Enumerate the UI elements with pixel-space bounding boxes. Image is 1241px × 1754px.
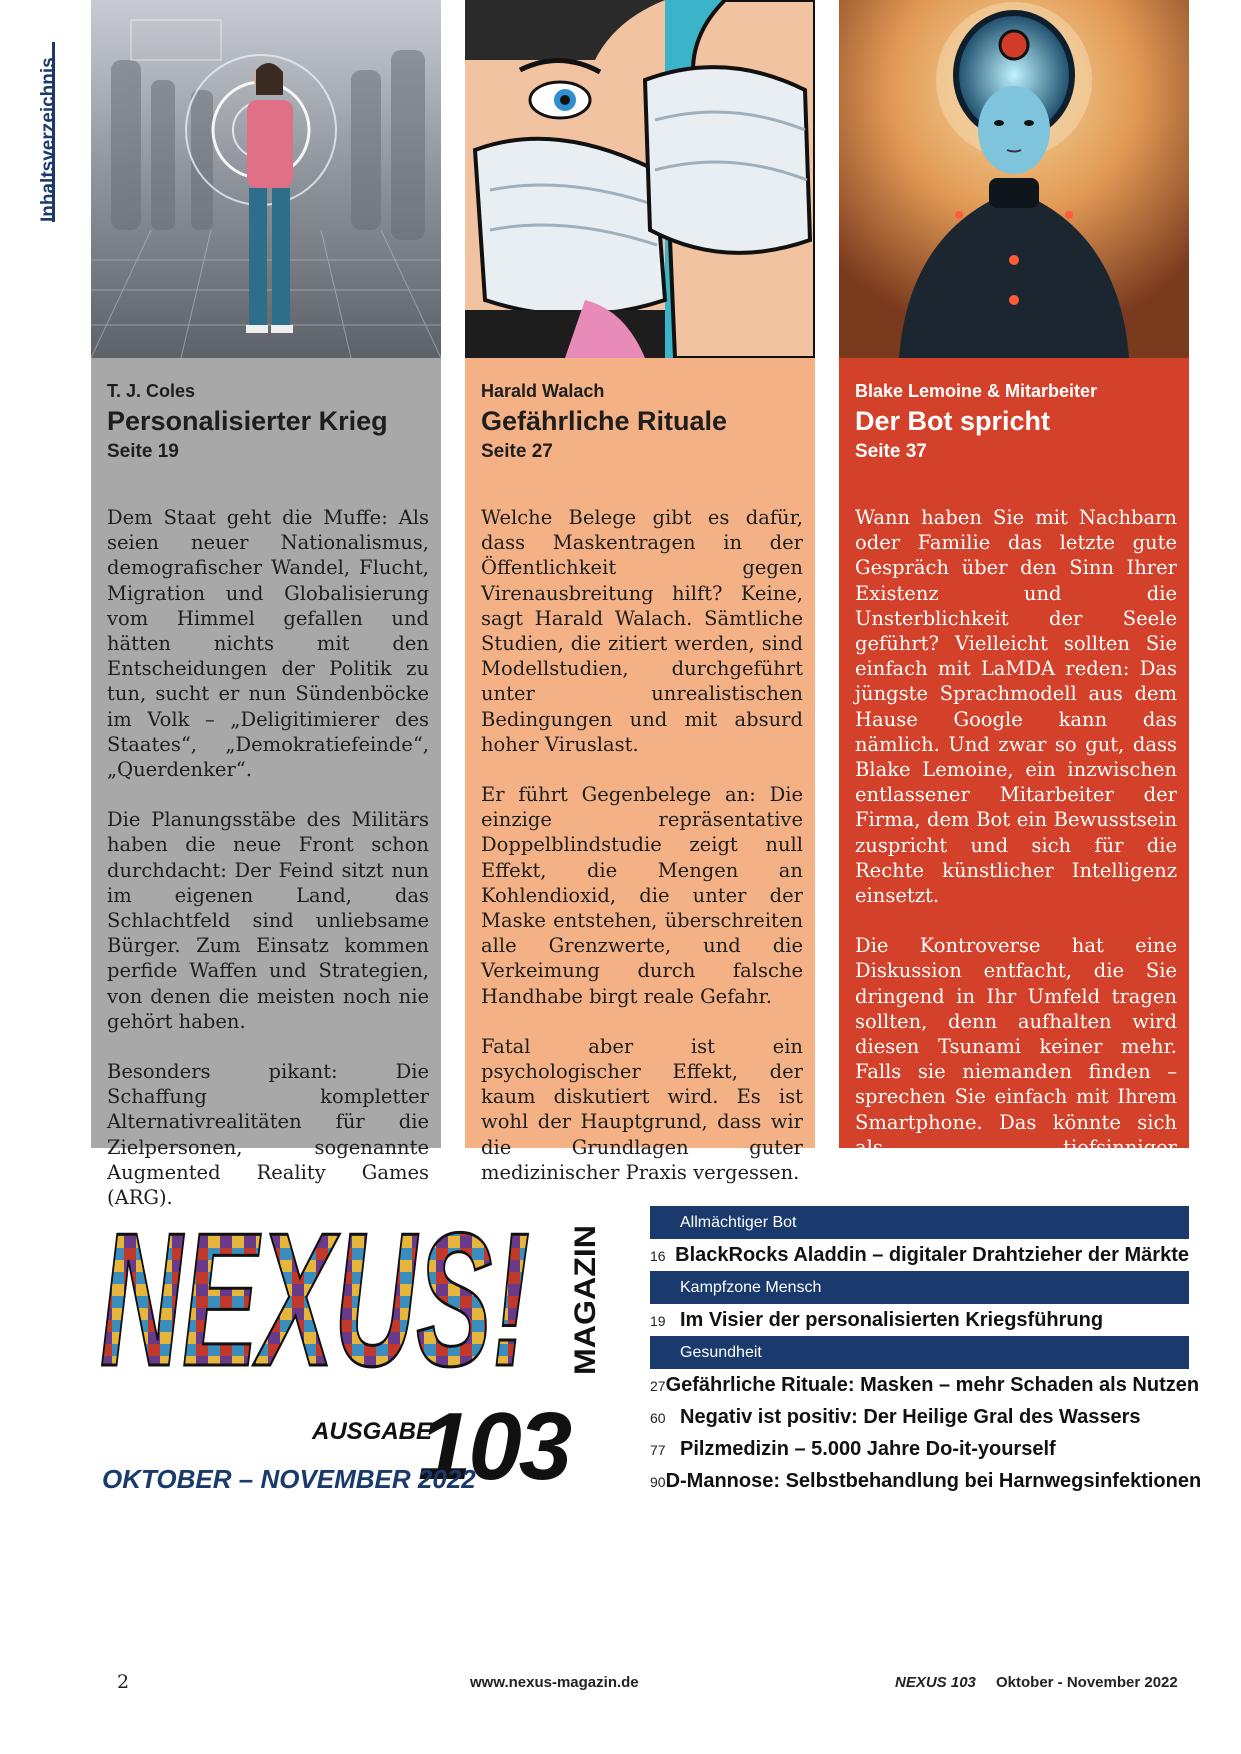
footer-date: Oktober - November 2022	[996, 1674, 1178, 1691]
toc-entry[interactable]	[650, 1239, 1189, 1271]
article-teaser-coles[interactable]	[91, 0, 441, 1210]
footer-url[interactable]: www.nexus-magazin.de	[470, 1674, 639, 1691]
toc-section-header: Kampfzone Mensch	[650, 1271, 1189, 1304]
article-image-woman-surveillance	[91, 0, 441, 358]
summary-paragraph: Fatal aber ist ein psychologischer Effekt, der kaum diskutiert wird. Es ist wohl der Hauptgrund, dass wir die Grundlagen guter medizinischer Praxis vergessen.	[481, 1034, 803, 1184]
toc-page-number: 60	[650, 1410, 666, 1426]
side-section-label	[22, 42, 59, 222]
side-label-text: Inhaltsverzeichnis	[38, 57, 59, 222]
summary-paragraph: Die Kontroverse hat eine Diskussion entfacht, die Sie dringend in Ihr Umfeld tragen sollten, denn aufhalten wird diesen Tsunami keiner mehr. Falls sie niemanden finden – sprechen Sie einfach mit Ihrem Smartphone. Das könnte sich als tiefsinniger Gesprächspartner entpuppen.	[855, 934, 1177, 1185]
logo-sub: MAGAZIN	[569, 1235, 602, 1375]
article-title[interactable]: Gefährliche Rituale	[481, 406, 728, 436]
issue-number: 103	[418, 1393, 570, 1500]
toc-page-number: 77	[650, 1442, 666, 1458]
toc-section-header: Allmächtiger Bot	[650, 1206, 1189, 1239]
summary-paragraph: Welche Belege gibt es dafür, dass Maskentragen in der Öffentlichkeit gegen Virenausbreitung hilft? Keine, sagt Harald Walach. Sämtliche Studien, die zitiert werden, sind Modellstudien, durchgeführt unter unrealistischen Bedingungen und mit absurd hoher Viruslast.	[481, 506, 803, 756]
article-summary	[107, 505, 429, 1235]
footer-magazine: NEXUS 103	[895, 1674, 976, 1691]
toc-entry[interactable]	[650, 1304, 1189, 1336]
toc-entry-title[interactable]: D-Mannose: Selbstbehandlung bei Harnwegsinfektionen	[665, 1470, 1202, 1492]
toc-entry-title[interactable]: Im Visier der personalisierten Kriegsführung	[680, 1309, 1104, 1331]
toc-entry[interactable]	[650, 1433, 1189, 1465]
article-author: T. J. Coles	[107, 381, 196, 401]
table-of-contents	[650, 1206, 1202, 1497]
article-teaser-walach[interactable]	[465, 0, 815, 1184]
article-title[interactable]: Der Bot spricht	[855, 406, 1051, 436]
toc-section-header: Gesundheit	[650, 1336, 1189, 1369]
toc-entry-title[interactable]: Pilzmedizin – 5.000 Jahre Do-it-yourself	[680, 1438, 1056, 1460]
summary-paragraph: Dem Staat geht die Muffe: Als seien neuer Nationalismus, demografischer Wandel, Flucht, Migration und Globalisierung vom Himmel gefallen und hätten nichts mit den Entscheidungen der Politik zu tun, sucht er nun Sündenböcke im Volk – „Deligitimierer des Staates“, „Demokratiefeinde“, „Querdenker“.	[107, 506, 429, 782]
toc-entry[interactable]	[650, 1401, 1189, 1433]
toc-page-number: 90	[650, 1474, 666, 1490]
article-title[interactable]: Personalisierter Krieg	[107, 406, 388, 436]
issue-label: AUSGABE	[312, 1418, 433, 1445]
article-image-robot-figure	[839, 0, 1189, 358]
article-author: Blake Lemoine & Mitarbeiter	[855, 381, 1098, 401]
toc-entry-title[interactable]: Gefährliche Rituale: Masken – mehr Schaden als Nutzen	[665, 1374, 1200, 1396]
article-image-masked-faces	[465, 0, 815, 358]
article-author: Harald Walach	[481, 381, 605, 401]
summary-paragraph: Er führt Gegenbelege an: Die einzige repräsentative Doppelblindstudie zeigt null Effekt, die Mengen an Kohlendioxid, die unter der Maske entstehen, überschreiten alle Grenzwerte, und die Verkeimung durch falsche Handhabe birgt reale Gefahr.	[481, 783, 803, 1008]
article-page-ref: Seite 37	[855, 441, 927, 462]
toc-entry[interactable]	[650, 1369, 1200, 1401]
toc-entry[interactable]	[650, 1465, 1202, 1497]
footer-page-number: 2	[117, 1671, 130, 1693]
article-teaser-lemoine[interactable]	[839, 0, 1189, 1185]
article-page-ref: Seite 27	[481, 441, 553, 462]
toc-entry-title[interactable]: BlackRocks Aladdin – digitaler Drahtzieher der Märkte	[675, 1244, 1189, 1266]
toc-page-number: 19	[650, 1313, 666, 1329]
summary-paragraph: Wann haben Sie mit Nachbarn oder Familie das letzte gute Gespräch über den Sinn Ihrer Existenz und die Unsterblichkeit der Seele geführt? Vielleicht sollten Sie einfach mit LaMDA reden: Das jüngste Sprachmodell aus dem Hause Google kann das nämlich. Und zwar so gut, dass Blake Lemoine, ein inzwischen entlassener Mitarbeiter der Firma, dem Bot ein Bewusstsein zuspricht und sich für die Rechte künstlicher Intelligenz einsetzt.	[855, 506, 1177, 908]
toc-page-number: 16	[650, 1248, 666, 1264]
toc-page-number: 27	[650, 1378, 666, 1394]
article-page-ref: Seite 19	[107, 441, 179, 462]
summary-paragraph: Besonders pikant: Die Schaffung kompletter Alternativrealitäten für die Zielpersonen, sogenannte Augmented Reality Games (ARG).	[107, 1060, 429, 1210]
article-summary	[855, 505, 1177, 1210]
article-summary	[481, 505, 803, 1210]
logo-wordmark: NEXUS!	[100, 1200, 530, 1400]
toc-entry-title[interactable]: Negativ ist positiv: Der Heilige Gral des Wassers	[680, 1406, 1141, 1428]
issue-date: OKTOBER – NOVEMBER 2022	[102, 1464, 476, 1494]
summary-paragraph: Die Planungsstäbe des Militärs haben die neue Front schon durchdacht: Der Feind sitzt nun im eigenen Land, das Schlachtfeld sind unliebsame Bürger. Zum Einsatz kommen perfide Waffen und Strategien, von denen die meisten noch nie gehört haben.	[107, 808, 429, 1033]
